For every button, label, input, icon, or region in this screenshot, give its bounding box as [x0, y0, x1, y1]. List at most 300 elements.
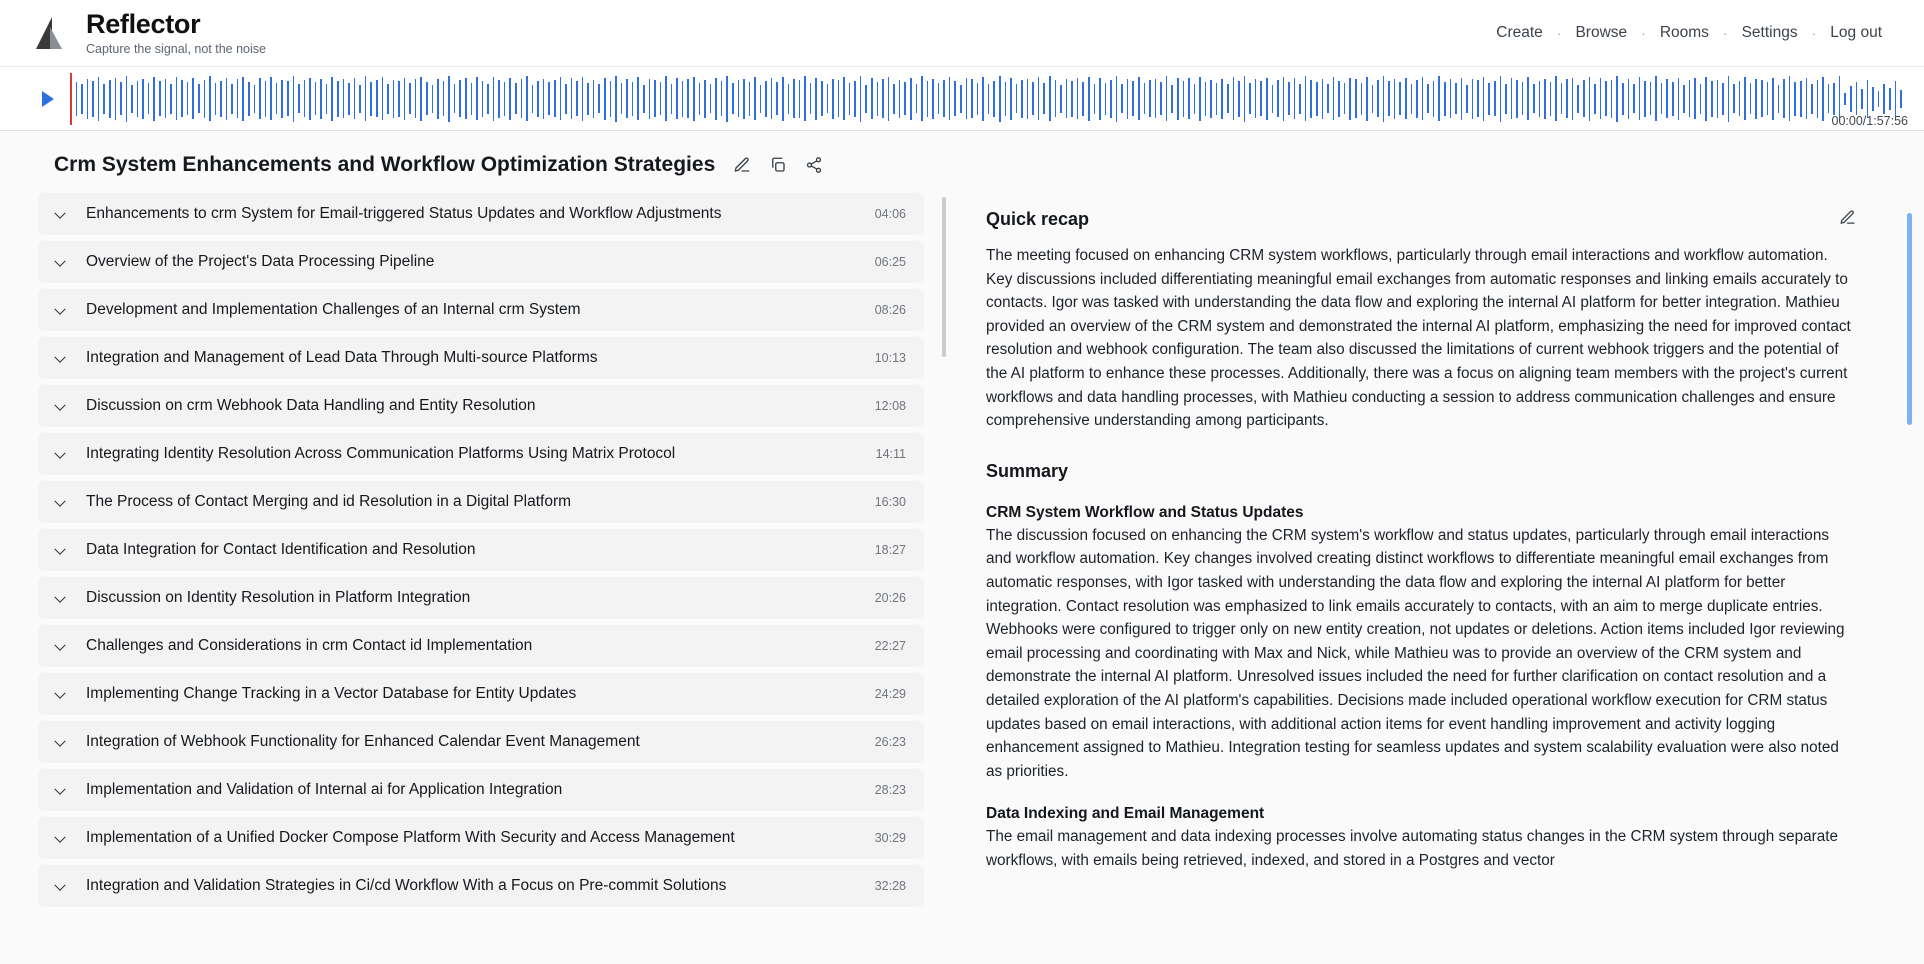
chapter-row[interactable] [38, 769, 924, 811]
waveform-bar [554, 80, 556, 117]
waveform-bar [865, 85, 867, 113]
waveform-bar [643, 85, 645, 113]
waveform-bar [849, 83, 851, 115]
scrollbar-thumb[interactable] [942, 197, 946, 357]
chapter-timestamp: 12:08 [874, 399, 906, 413]
waveform-bar [487, 84, 489, 114]
waveform-bar [482, 81, 484, 117]
waveform-bar [1550, 82, 1552, 116]
waveform-bar [1806, 78, 1808, 119]
chevron-down-icon[interactable] [54, 304, 65, 315]
waveform-bar [1516, 80, 1518, 118]
waveform-bar [1639, 77, 1641, 120]
waveform-bar [1889, 88, 1891, 110]
waveform-bar [1049, 76, 1051, 121]
brand-title: Reflector [86, 9, 201, 40]
nav-separator: · [1641, 25, 1646, 41]
chapter-list[interactable] [38, 193, 934, 933]
waveform-bar [632, 82, 634, 116]
chapter-timestamp: 30:29 [874, 831, 906, 845]
waveform-bar [1194, 84, 1196, 114]
waveform-bar [1778, 85, 1780, 113]
waveform-bar [1750, 83, 1752, 114]
waveform-bar [715, 78, 717, 120]
waveform-bar [893, 84, 895, 114]
waveform-bar [988, 84, 990, 114]
waveform-bar [1488, 83, 1490, 115]
waveform-bar [560, 77, 562, 120]
waveform-bar [1099, 78, 1101, 120]
quick-recap-body: The meeting focused on enhancing CRM system workflows, particularly through email interactions and workflow automation. Key discussions included differentiating meaningful email exchanges from automatic responses and linking emails accurately to contacts. Igor was tasked with understanding the data flow and exploring the internal AI platform for better integration. Mathieu provided an overview of the CRM system and demonstrated the internal AI platform, emphasizing the need for improved contact resolution and webhook configuration. The team also discussed the limitations of current webhook triggers and the potential of the AI platform to enhance these processes. Additionally, there was a focus on aligning team members with the project's current workflows and data handling processes, with Mathieu conducting a session to address communication challenges and ensure comprehensive understanding among participants. [986, 247, 1851, 430]
chevron-down-icon[interactable] [54, 640, 65, 651]
waveform-bar [1411, 84, 1413, 114]
waveform-bar [699, 83, 701, 115]
waveform-bar [899, 80, 901, 118]
waveform-bar [1833, 83, 1835, 115]
waveform-bar [537, 81, 539, 117]
waveform-bar [448, 76, 450, 122]
waveform-bar [771, 78, 773, 119]
waveform-bar [910, 78, 912, 120]
waveform-bar [1856, 82, 1858, 115]
waveform-bar [1121, 84, 1123, 113]
waveform-bar [877, 82, 879, 116]
waveform-bar [109, 80, 111, 118]
waveform-bar [1166, 76, 1168, 121]
waveform-bar [1694, 78, 1696, 119]
chapter-row[interactable] [38, 529, 924, 571]
waveform-bar [1055, 80, 1057, 117]
summary-heading: Summary [986, 460, 1069, 481]
waveform-bar [660, 82, 662, 115]
chapter-timestamp: 16:30 [874, 495, 906, 509]
waveform-bar [860, 76, 862, 122]
chapter-timestamp: 26:23 [874, 735, 906, 749]
chapter-timestamp: 24:29 [874, 687, 906, 701]
waveform-bar [1010, 78, 1012, 120]
waveform-bar [1427, 84, 1429, 113]
waveform-bar [1082, 82, 1084, 116]
chevron-down-icon[interactable] [54, 496, 65, 507]
waveform-bar [1333, 77, 1335, 120]
chapter-row[interactable] [38, 817, 924, 859]
waveform-bar [1789, 76, 1791, 121]
waveform-bar [1383, 76, 1385, 122]
waveform-bar [370, 82, 372, 116]
waveform-bar [1500, 76, 1502, 122]
timecode: 00:00/1:57:56 [1831, 114, 1908, 128]
waveform-bar [1138, 77, 1140, 120]
chevron-down-icon[interactable] [54, 784, 65, 795]
waveform-bar [281, 80, 283, 118]
waveform-bar [598, 84, 600, 113]
waveform-bar [204, 80, 206, 118]
waveform-bar [148, 83, 150, 114]
waveform-bar [754, 77, 756, 120]
waveform-bar [387, 84, 389, 114]
waveform-bar [1522, 82, 1524, 115]
chapter-title: Challenges and Considerations in crm Contact id Implementation [86, 637, 533, 654]
chapter-title: Integration and Management of Lead Data Through Multi-source Platforms [86, 349, 598, 366]
waveform-bar [1255, 79, 1257, 118]
waveform-bar [1455, 83, 1457, 114]
waveform-bar [1633, 84, 1635, 113]
chapter-list-scrollbar[interactable] [942, 197, 946, 933]
chapter-title: Discussion on Identity Resolution in Platform Integration [86, 589, 471, 606]
waveform-bar [476, 77, 478, 120]
waveform-bar [192, 78, 194, 119]
page-title: Crm System Enhancements and Workflow Optimization Strategies [54, 153, 716, 176]
chapter-title: Integration and Validation Strategies in Ci/cd Workflow With a Focus on Pre-commit Solutions [86, 877, 727, 894]
chapter-row[interactable] [38, 673, 924, 715]
waveform-bar [710, 84, 712, 113]
waveform-bar [1361, 83, 1363, 115]
waveform-bar [832, 79, 834, 119]
chevron-down-icon[interactable] [54, 832, 65, 843]
waveform-bar [743, 79, 745, 119]
waveform-bar [248, 82, 250, 116]
waveform-bar [1744, 77, 1746, 120]
waveform-bar [1032, 82, 1034, 115]
waveform-bar [259, 78, 261, 119]
waveform-bar [949, 77, 951, 120]
chevron-down-icon[interactable] [54, 400, 65, 411]
chapter-row[interactable] [38, 337, 924, 379]
scrollbar-thumb[interactable] [1907, 213, 1912, 425]
waveform-bar [493, 77, 495, 121]
waveform-bar [1188, 78, 1190, 119]
summary-content [986, 209, 1884, 964]
waveform-bar [943, 80, 945, 117]
waveform-bar [726, 76, 728, 122]
share-icon[interactable] [805, 156, 823, 174]
waveform-bar [1405, 78, 1407, 119]
waveform-bar [1327, 84, 1329, 113]
waveform-bar [704, 80, 706, 118]
waveform-bar [1144, 83, 1146, 114]
waveform-bar [1783, 79, 1785, 118]
waveform-bar [526, 76, 528, 121]
waveform-bar [1689, 80, 1691, 117]
waveform-bar [1021, 80, 1023, 118]
waveform-bar [1160, 82, 1162, 115]
quick-recap-heading: Quick recap [986, 209, 1090, 229]
waveform-bar [854, 81, 856, 117]
nav-item-create[interactable]: Create [1496, 24, 1543, 41]
waveform-bar [1344, 83, 1346, 114]
chapter-title: Enhancements to crm System for Email-triggered Status Updates and Workflow Adjustments [86, 205, 722, 222]
waveform-bar [348, 83, 350, 115]
chapter-row[interactable] [38, 721, 924, 763]
waveform-bar [315, 82, 317, 115]
chapter-row[interactable] [38, 481, 924, 523]
waveform-bar [1711, 81, 1713, 117]
waveform-bar [1683, 85, 1685, 113]
waveform-bar [793, 79, 795, 118]
waveform-bar [810, 83, 812, 114]
waveform-bar [1561, 83, 1563, 114]
waveform-bar [1594, 84, 1596, 114]
waveform-bar [1878, 91, 1880, 107]
main-nav [1482, 24, 1896, 42]
content-area [0, 131, 1924, 964]
waveform-bar [170, 84, 172, 114]
waveform-bar [293, 76, 295, 122]
waveform-bar [343, 79, 345, 118]
nav-separator: · [1722, 25, 1728, 41]
waveform-bar [1266, 78, 1268, 120]
waveform-bar [1883, 84, 1885, 114]
waveform-bar [587, 83, 589, 115]
waveform-bar [1155, 79, 1157, 118]
chapter-row[interactable] [38, 577, 924, 619]
summary-section-body: The discussion focused on enhancing the CRM system's workflow and status updates, particularly through email interactions and workflow automation. Key changes involved creating distinct workflows to differentiate meaningful email exchanges from automatic responses, with Igor tasked with understanding the data flow and exploring the internal AI platform for better integration. Contact resolution was emphasized to link emails accurately to contacts, with an aim to merge duplicate entries. Webhooks were configured to trigger only on new entity creation, not updates or deletions. Action items included Igor reviewing email processing and coordinating with Max and Nick, while Mathieu was to provide an overview of the CRM system and demonstrate the internal AI platform. Unresolved issues included the need for further clarification on contact resolution and a detailed exploration of the AI platform's capabilities. Decisions made included operational workflow execution for CRM status updates based on email interactions, with additional action items for event handling improvement and activity logging enhancement assigned to Mathieu. Integration testing for seamless updates and system scalability evaluation were also noted as priorities. [986, 526, 1845, 780]
waveform-bar [459, 80, 461, 117]
chapter-row[interactable] [38, 625, 924, 667]
waveform-bar [437, 79, 439, 119]
waveform-bar [721, 81, 723, 116]
chapter-timestamp: 08:26 [874, 303, 906, 317]
brand-text [86, 10, 266, 55]
edit-pencil-icon[interactable] [1839, 209, 1856, 226]
waveform-bar [1794, 82, 1796, 116]
waveform-bar [1678, 78, 1680, 120]
waveform-bar [916, 84, 918, 113]
waveform-bar [776, 82, 778, 115]
waveform-bar [593, 80, 595, 118]
summary-scrollbar[interactable] [1907, 213, 1912, 953]
waveform-bar [571, 78, 573, 119]
chapter-row[interactable] [38, 433, 924, 475]
reflector-logo-icon [30, 13, 72, 53]
waveform-bar [788, 84, 790, 114]
chapter-title: Data Integration for Contact Identification and Resolution [86, 541, 476, 558]
nav-item-logout[interactable]: Log out [1830, 24, 1882, 41]
waveform-bar [1622, 83, 1624, 115]
waveform-bar [626, 79, 628, 118]
waveform-bar [1294, 78, 1296, 119]
summary-section-heading: CRM System Workflow and Status Updates [986, 503, 1304, 521]
waveform-bar [999, 76, 1001, 122]
waveform-bar [649, 79, 651, 119]
waveform-bar [103, 84, 105, 114]
chevron-down-icon[interactable] [54, 592, 65, 603]
waveform-bar [287, 81, 289, 116]
waveform-bar [921, 76, 923, 121]
waveform-bar [1349, 78, 1351, 120]
waveform-bar [637, 77, 639, 120]
waveform-bar [226, 78, 228, 120]
nav-item-rooms[interactable]: Rooms [1659, 24, 1709, 41]
waveform-bar [1149, 80, 1151, 117]
waveform-bar [1505, 84, 1507, 114]
waveform-bar [354, 78, 356, 119]
nav-item-settings[interactable]: Settings [1741, 24, 1798, 41]
waveform-bar [954, 81, 956, 116]
waveform-bar [1244, 76, 1246, 122]
waveform-bar [326, 84, 328, 114]
waveform-bar [120, 82, 122, 115]
waveform-bar [359, 85, 361, 113]
waveform-bar [1016, 84, 1018, 113]
chapter-title: Development and Implementation Challenges of an Internal crm System [86, 301, 581, 318]
waveform-bar [838, 80, 840, 117]
waveform-bar [804, 76, 806, 121]
waveform-bar [1310, 80, 1312, 118]
waveform-bar [1066, 79, 1068, 118]
waveform-bar [1566, 79, 1568, 118]
waveform-bar [1127, 79, 1129, 119]
waveform-bar [265, 81, 267, 117]
waveform-bar [1355, 79, 1357, 118]
chapter-timestamp: 04:06 [874, 207, 906, 221]
waveform-bar [1822, 77, 1824, 121]
waveform-bar [1210, 80, 1212, 118]
waveform-bar [198, 84, 200, 113]
waveform-bar [1555, 76, 1557, 121]
waveform-bar [415, 79, 417, 118]
waveform-bar [615, 76, 617, 122]
playhead[interactable] [70, 73, 72, 125]
waveform-bar [1644, 81, 1646, 117]
waveform-bar [181, 80, 183, 117]
waveform-bar [409, 83, 411, 114]
waveform-bar [1116, 76, 1118, 122]
chevron-down-icon[interactable] [54, 352, 65, 363]
waveform-bar [960, 85, 962, 113]
waveform-bar [337, 81, 339, 117]
waveform-bar [404, 78, 406, 120]
chapter-timestamp: 20:26 [874, 591, 906, 605]
waveform-bar [376, 80, 378, 117]
waveform-bar [220, 81, 222, 117]
waveform-bar [1616, 76, 1618, 122]
waveform-bar [1544, 79, 1546, 119]
chevron-down-icon[interactable] [54, 736, 65, 747]
waveform-bar [1277, 80, 1279, 117]
chapter-row[interactable] [38, 865, 924, 907]
chapter-title: Integrating Identity Resolution Across Communication Platforms Using Matrix Protocol [86, 445, 676, 462]
waveform-bar [732, 83, 734, 114]
brand[interactable] [30, 10, 266, 55]
chevron-down-icon[interactable] [54, 544, 65, 555]
waveform-bar [1705, 77, 1707, 121]
waveform-bar [365, 76, 367, 121]
play-icon[interactable] [42, 91, 54, 107]
waveform-bar [1077, 78, 1079, 119]
waveform-bar [1700, 84, 1702, 114]
waveform-bar [1422, 77, 1424, 120]
quick-recap-header [986, 209, 1856, 230]
waveform[interactable] [70, 73, 1906, 125]
waveform-bar [610, 81, 612, 117]
waveform-bar [131, 85, 133, 113]
waveform-bar [1755, 79, 1757, 119]
waveform-bar [309, 78, 311, 120]
waveform-bar [1511, 78, 1513, 119]
waveform-bar [1466, 85, 1468, 113]
waveform-bar [548, 82, 550, 115]
waveform-bar [454, 84, 456, 113]
waveform-bar [1494, 81, 1496, 116]
waveform-bar [765, 81, 767, 117]
waveform-bar [1171, 85, 1173, 113]
waveform-bar [1288, 82, 1290, 115]
waveform-bar [676, 78, 678, 119]
waveform-bar [1416, 80, 1418, 118]
panels [0, 193, 1924, 964]
nav-item-browse[interactable]: Browse [1575, 24, 1628, 41]
waveform-bar [1221, 79, 1223, 119]
waveform-bar [1811, 84, 1813, 114]
waveform-bar [420, 77, 422, 121]
waveform-bar [1094, 84, 1096, 114]
chapter-title: The Process of Contact Merging and id Resolution in a Digital Platform [86, 493, 572, 510]
waveform-bar [1205, 82, 1207, 116]
chevron-down-icon[interactable] [54, 688, 65, 699]
waveform-bar [1472, 79, 1474, 119]
chapter-row[interactable] [38, 241, 924, 283]
waveform-bar [532, 85, 534, 113]
chevron-down-icon[interactable] [54, 448, 65, 459]
waveform-bar [1338, 81, 1340, 117]
waveform-bar [1817, 80, 1819, 118]
waveform-bar [509, 78, 511, 120]
waveform-bar [1867, 80, 1869, 118]
waveform-bar [738, 80, 740, 117]
waveform-bar [1110, 80, 1112, 118]
waveform-bar [1183, 81, 1185, 117]
brand-tagline: Capture the signal, not the noise [86, 41, 266, 56]
chevron-down-icon[interactable] [54, 208, 65, 219]
waveform-bar [1305, 76, 1307, 121]
chapter-timestamp: 32:28 [874, 879, 906, 893]
chapter-title: Implementing Change Tracking in a Vector Database for Entity Updates [86, 685, 577, 702]
waveform-bar [471, 83, 473, 115]
waveform-bar [1433, 81, 1435, 117]
waveform-bar [1850, 86, 1852, 112]
chapter-row[interactable] [38, 385, 924, 427]
waveform-bar [749, 82, 751, 116]
waveform-bar [498, 80, 500, 118]
waveform-bar [1666, 79, 1668, 118]
waveform-bar [1005, 82, 1007, 116]
waveform-bar [209, 76, 211, 121]
waveform-bar [1527, 77, 1529, 120]
waveform-bar [1377, 80, 1379, 117]
chapter-timestamp: 18:27 [874, 543, 906, 557]
edit-pencil-icon[interactable] [733, 156, 751, 174]
chevron-down-icon[interactable] [54, 880, 65, 891]
waveform-bar [1767, 82, 1769, 115]
copy-icon[interactable] [769, 156, 787, 174]
chevron-down-icon[interactable] [54, 256, 65, 267]
waveform-bar [1533, 84, 1535, 113]
waveform-bar [1388, 81, 1390, 116]
waveform-bar [621, 83, 623, 114]
waveform-bar [1105, 83, 1107, 115]
chapter-row[interactable] [38, 193, 924, 235]
waveform-bar [1366, 77, 1368, 121]
waveform-bar [254, 85, 256, 113]
audio-player[interactable] [0, 66, 1924, 131]
waveform-bar [153, 77, 155, 121]
waveform-bar [1088, 77, 1090, 121]
waveform-bar [871, 78, 873, 119]
chapter-row[interactable] [38, 289, 924, 331]
waveform-bar [231, 84, 233, 114]
waveform-bar [543, 79, 545, 119]
